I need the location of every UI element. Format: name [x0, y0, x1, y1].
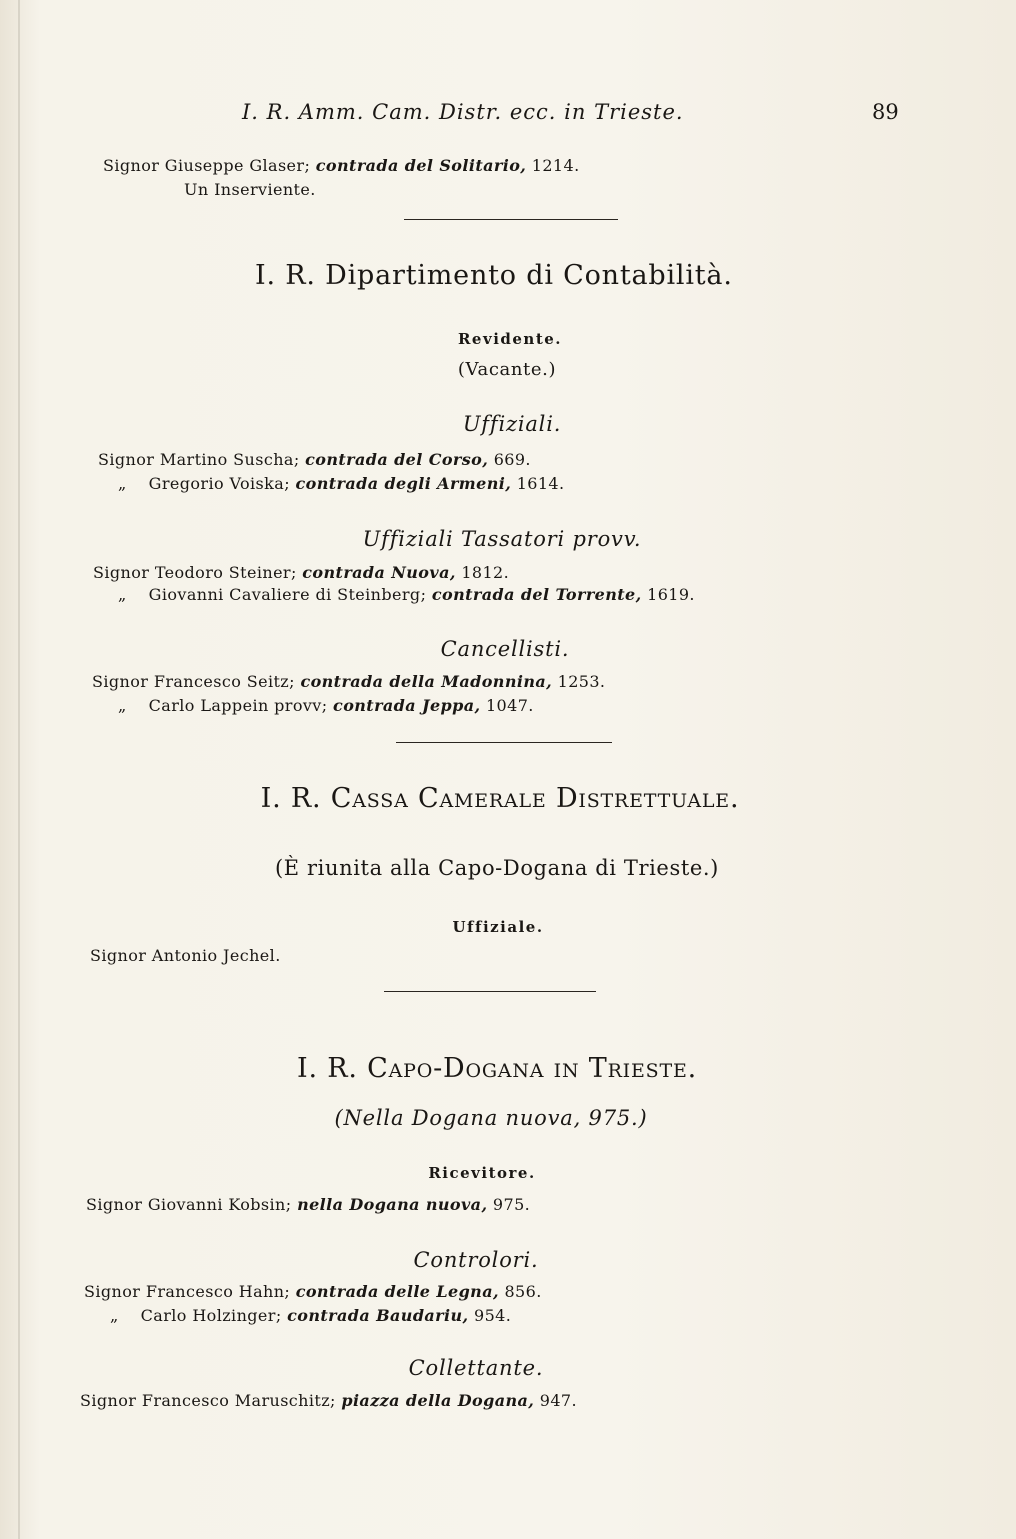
- entry-number: 1812.: [461, 563, 510, 582]
- entry-number: 954.: [474, 1306, 512, 1325]
- entry-name: Giovanni Kobsin;: [147, 1195, 292, 1214]
- ditto-mark: „: [118, 474, 127, 493]
- section-title-cassa: I. R. Cassa Camerale Distrettuale.: [260, 783, 740, 814]
- entry-prefix: Signor: [93, 563, 150, 582]
- ditto-mark: „: [118, 696, 127, 715]
- entry-name: Francesco Hahn;: [145, 1282, 291, 1301]
- section-divider: [404, 219, 618, 220]
- list-item: [110, 1306, 511, 1325]
- entry-prefix: Signor: [80, 1391, 137, 1410]
- entry-number: 1614.: [516, 474, 565, 493]
- entry-number: 1619.: [647, 585, 695, 604]
- section-divider: [384, 991, 596, 992]
- cassa-note: (È riunita alla Capo-Dogana di Trieste.): [275, 856, 719, 880]
- subhead-ricevitore: Ricevitore.: [428, 1164, 536, 1182]
- entry-name: Francesco Seitz;: [153, 672, 295, 691]
- subhead-uffiziale: Uffiziale.: [452, 918, 544, 936]
- page-number: 89: [872, 100, 899, 124]
- running-head: I. R. Amm. Cam. Distr. ecc. in Trieste.: [242, 100, 684, 124]
- section-title-dipartimento: I. R. Dipartimento di Contabilità.: [255, 260, 733, 291]
- entry-address: contrada Jeppa,: [333, 696, 481, 715]
- subhead-collettante: Collettante.: [408, 1356, 544, 1380]
- entry-address: nella Dogana nuova,: [297, 1195, 488, 1214]
- subhead-cancellisti: Cancellisti.: [440, 637, 570, 661]
- section-title-capo-dogana: I. R. Capo-Dogana in Trieste.: [297, 1053, 697, 1084]
- list-item: [84, 1282, 542, 1301]
- list-item: [118, 696, 534, 715]
- entry-number: 669.: [493, 450, 531, 469]
- entry-address: contrada del Torrente,: [431, 585, 642, 604]
- entry-prefix: Signor: [84, 1282, 141, 1301]
- entry-number: 1253.: [557, 672, 606, 691]
- entry-prefix: Signor: [98, 450, 155, 469]
- ditto-mark: „: [118, 585, 127, 604]
- entry-address: contrada della Madonnina,: [300, 672, 553, 691]
- entry-address: contrada del Solitario,: [315, 156, 527, 175]
- capo-dogana-location: (Nella Dogana nuova, 975.): [334, 1106, 648, 1130]
- list-item: [80, 1391, 577, 1410]
- intro-line-1: [103, 156, 580, 175]
- entry-name: Signor Giuseppe Glaser;: [103, 156, 311, 175]
- page-gutter: [18, 0, 20, 1539]
- entry-name: Martino Suscha;: [159, 450, 300, 469]
- entry-name: Gregorio Voiska;: [148, 474, 290, 493]
- entry-address: contrada Baudariu,: [287, 1306, 469, 1325]
- list-item: [118, 585, 695, 604]
- entry-number: 856.: [504, 1282, 542, 1301]
- list-item: [98, 450, 531, 469]
- entry-address: piazza della Dogana,: [341, 1391, 535, 1410]
- list-item: [93, 563, 509, 582]
- subhead-controlori: Controlori.: [413, 1248, 539, 1272]
- entry-address: contrada delle Legna,: [295, 1282, 499, 1301]
- entry-number: 1214.: [531, 156, 580, 175]
- section-divider: [396, 742, 612, 743]
- subhead-uffiziali: Uffiziali.: [462, 412, 562, 436]
- entry-number: 1047.: [485, 696, 534, 715]
- entry-number: 975.: [492, 1195, 531, 1214]
- subhead-revidente: Revidente.: [457, 330, 563, 348]
- list-item: Signor Antonio Jechel.: [90, 946, 281, 965]
- intro-line-2: Un Inserviente.: [184, 180, 316, 199]
- entry-prefix: Signor: [92, 672, 149, 691]
- entry-name: Carlo Lappein provv;: [148, 696, 328, 715]
- list-item: [118, 474, 565, 493]
- entry-name: Francesco Maruschitz;: [141, 1391, 336, 1410]
- entry-address: contrada del Corso,: [305, 450, 489, 469]
- list-item: [92, 672, 605, 691]
- list-item: [86, 1195, 530, 1214]
- subhead-tassatori: Uffiziali Tassatori provv.: [362, 527, 642, 551]
- revidente-value: (Vacante.): [457, 359, 557, 380]
- entry-prefix: Signor: [86, 1195, 143, 1214]
- entry-address: contrada Nuova,: [302, 563, 456, 582]
- ditto-mark: „: [110, 1306, 119, 1325]
- entry-name: Giovanni Cavaliere di Steinberg;: [148, 585, 427, 604]
- entry-address: contrada degli Armeni,: [295, 474, 512, 493]
- entry-name: Carlo Holzinger;: [140, 1306, 282, 1325]
- entry-name: Teodoro Steiner;: [154, 563, 297, 582]
- entry-number: 947.: [539, 1391, 577, 1410]
